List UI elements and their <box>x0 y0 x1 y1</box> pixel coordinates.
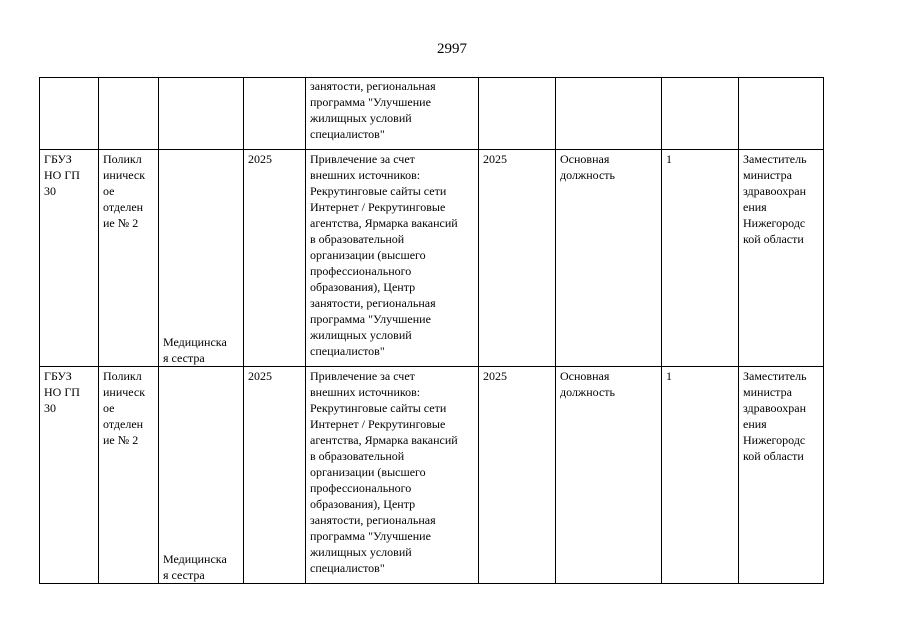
year-text: 2025 <box>248 152 272 166</box>
count-cell <box>662 367 739 584</box>
table-cell <box>479 78 556 150</box>
unit-text: Поликл иническ ое отделен ие № 2 <box>103 369 146 447</box>
deadline-cell <box>479 367 556 584</box>
source-cell <box>306 150 479 367</box>
responsible-text: Заместитель министра здравоохран ения Нижегородс кой области <box>743 369 807 463</box>
responsible-cell <box>739 150 824 367</box>
deadline-cell <box>479 150 556 367</box>
org-cell <box>40 150 99 367</box>
responsible-cell <box>739 367 824 584</box>
source-text: занятости, региональная программа "Улучшение жилищных условий специалистов" <box>310 79 436 141</box>
position-cell <box>159 150 244 367</box>
table-row <box>40 150 824 367</box>
source-text: Привлечение за счет внешних источников: Рекрутинговые сайты сети Интернет / Рекрутинговые агентства, Ярмарка вакансий в образовательной организации (высшего профессионального образования), Центр занятости, региональная программа "Улучшение жилищных условий специалистов" <box>310 152 458 358</box>
year-cell <box>244 150 306 367</box>
unit-text: Поликл иническ ое отделен ие № 2 <box>103 152 146 230</box>
table-row <box>40 367 824 584</box>
table-cell-source <box>306 78 479 150</box>
position-text: Медицинска я сестра <box>163 552 227 582</box>
table-cell <box>662 78 739 150</box>
employment-text: Основная должность <box>560 152 615 182</box>
responsible-text: Заместитель министра здравоохран ения Нижегородс кой области <box>743 152 807 246</box>
count-cell <box>662 150 739 367</box>
employment-cell <box>556 367 662 584</box>
org-text: ГБУЗ НО ГП 30 <box>44 369 80 415</box>
year-text: 2025 <box>248 369 272 383</box>
count-text: 1 <box>666 152 672 166</box>
position-text: Медицинска я сестра <box>163 335 227 365</box>
deadline-text: 2025 <box>483 152 507 166</box>
table-cell <box>40 78 99 150</box>
table-cell <box>99 78 159 150</box>
count-text: 1 <box>666 369 672 383</box>
unit-cell <box>99 150 159 367</box>
source-cell <box>306 367 479 584</box>
deadline-text: 2025 <box>483 369 507 383</box>
table-cell <box>159 78 244 150</box>
org-text: ГБУЗ НО ГП 30 <box>44 152 80 198</box>
table-row-continuation <box>40 78 824 150</box>
org-cell <box>40 367 99 584</box>
position-cell <box>159 367 244 584</box>
year-cell <box>244 367 306 584</box>
employment-text: Основная должность <box>560 369 615 399</box>
table-cell <box>739 78 824 150</box>
page-number: 2997 <box>437 41 467 57</box>
staffing-table <box>39 77 824 584</box>
source-text: Привлечение за счет внешних источников: Рекрутинговые сайты сети Интернет / Рекрутинговые агентства, Ярмарка вакансий в образовательной организации (высшего профессионального образования), Центр занятости, региональная программа "Улучшение жилищных условий специалистов" <box>310 369 458 575</box>
table-cell <box>244 78 306 150</box>
table-cell <box>556 78 662 150</box>
unit-cell <box>99 367 159 584</box>
employment-cell <box>556 150 662 367</box>
